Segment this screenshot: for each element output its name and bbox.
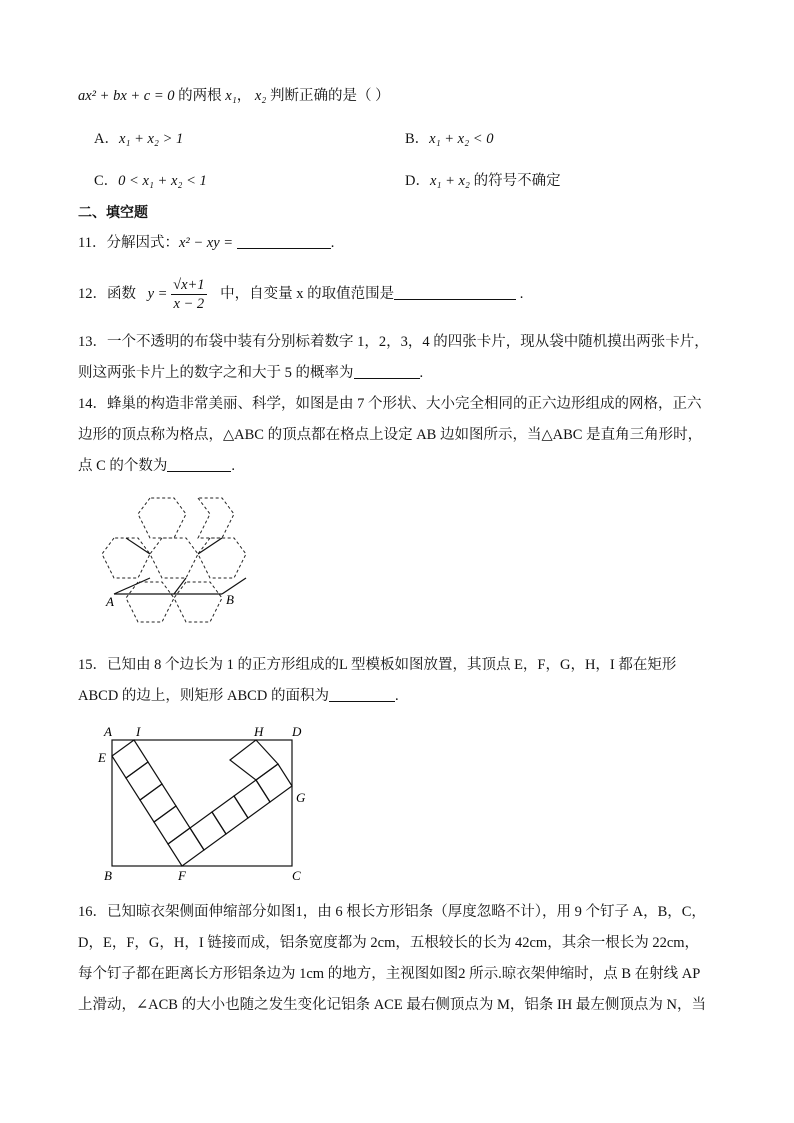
q12: [78, 272, 523, 316]
option-d-expr: x₁ + x₂: [429, 173, 470, 189]
label-c: C: [292, 868, 301, 883]
label-b: B: [226, 592, 234, 607]
q11-end: .: [330, 235, 335, 251]
label-b: B: [104, 868, 112, 883]
q10-option-b: [405, 129, 493, 149]
q12-fraction: [171, 276, 206, 313]
option-a-expr: x₁ + x₂ > 1: [118, 131, 184, 147]
q15-answer-blank[interactable]: [329, 687, 395, 702]
hexagon: [138, 498, 186, 538]
hexagon: [102, 538, 150, 578]
q12-answer-blank[interactable]: [394, 285, 516, 300]
q13-end: .: [419, 365, 424, 381]
label-a: A: [104, 724, 112, 739]
label-e: E: [98, 750, 106, 765]
l-shape: [112, 740, 292, 866]
q16-line3: 每个钉子都在距离长方形铝条边为 1cm 的地方，主视图如图2 所示.晾衣架伸缩时，点 B 在射线 AP: [78, 966, 701, 982]
honeycomb-figure: [96, 490, 256, 640]
q11-expr: x² − xy =: [178, 235, 234, 251]
q12-numerator: √x+1: [173, 277, 205, 294]
q11-prefix: 11．分解因式：: [78, 235, 179, 251]
q14-line3-text: 点 C 的个数为: [78, 458, 168, 474]
q10-option-d: [405, 171, 561, 191]
option-b-expr: x₁ + x₂ < 0: [429, 131, 494, 147]
q16-line2: D，E，F，G，H，I 链接而成，铝条宽度都为 2cm，五根较长的长为 42cm，其余一根长为 22cm，: [78, 935, 700, 951]
hexagon: [198, 538, 246, 578]
q12-lhs: y =: [147, 286, 168, 302]
q14-line1: 14．蜂巢的构造非常美丽、科学，如图是由 7 个形状、大小完全相同的正六边形组成的网格，正六: [78, 396, 702, 412]
q13-line2-text: 则这两张卡片上的数字之和大于 5 的概率为: [78, 365, 354, 381]
option-a-label: A．: [94, 131, 119, 147]
option-b-label: B．: [405, 131, 430, 147]
solid-edges: [114, 538, 246, 594]
q16-line4: 上滑动，∠ACB 的大小也随之发生变化记铝条 ACE 最右侧顶点为 M，铝条 IH 最左侧顶点为 N，当: [78, 997, 706, 1013]
l-template-figure: [96, 722, 316, 884]
q16-line1: 16．已知晾衣架侧面伸缩部分如图1，由 6 根长方形铝条（厚度忽略不计），用 9 个钉子 A，B，C，: [78, 904, 706, 920]
q14-end: .: [231, 458, 236, 474]
q14-line2: 边形的顶点称为格点，△ABC 的顶点都在格点上设定 AB 边如图所示，当△ABC 是直角三角形时，: [78, 427, 703, 443]
hexagon: [150, 538, 198, 578]
q12-suffix: 中，自变量 x 的取值范围是: [220, 286, 395, 302]
q15-line2: [78, 686, 399, 706]
q10-x2: x₂: [254, 88, 267, 104]
label-g: G: [296, 790, 306, 805]
label-i: I: [136, 724, 141, 739]
hexagon-grid: [102, 498, 246, 622]
hexagon: [198, 498, 234, 538]
q15-line1: 15．已知由 8 个边长为 1 的正方形组成的L 型模板如图放置，其顶点 E，F，G，H，I 都在矩形: [78, 657, 677, 673]
section-title: 二、填空题: [78, 205, 148, 221]
q13-line2: [78, 363, 423, 383]
q15-line2-text: ABCD 的边上，则矩形 ABCD 的面积为: [78, 688, 329, 704]
label-d: D: [292, 724, 302, 739]
q14-answer-blank[interactable]: [167, 457, 231, 472]
q10-stem-a: 的两根: [178, 88, 222, 104]
label-h: H: [254, 724, 264, 739]
q12-prefix: 12．函数: [78, 286, 136, 302]
hexagon: [126, 582, 174, 622]
label-a: A: [106, 594, 114, 609]
q10-x1: x₁: [225, 88, 237, 104]
q10-option-c: [94, 171, 207, 191]
option-c-label: C．: [94, 173, 119, 189]
q12-end: .: [519, 286, 524, 302]
option-c-expr: 0 < x₁ + x₂ < 1: [118, 173, 207, 189]
q13-answer-blank[interactable]: [354, 364, 420, 379]
q10-stem-b: 判断正确的是（ ）: [269, 88, 390, 104]
q12-denominator: x − 2: [173, 296, 205, 313]
q14-line3: [78, 456, 235, 476]
label-f: F: [178, 868, 186, 883]
q11: [78, 233, 334, 253]
option-d-tail: 的符号不确定: [469, 173, 561, 189]
q10-stem: ax² + bx + c = 0 的两根 x₁， x₂ 判断正确的是（ ）: [78, 88, 390, 104]
q15-end: .: [394, 688, 399, 704]
q13-line1: 13．一个不透明的布袋中装有分别标着数字 1，2，3，4 的四张卡片，现从袋中随机摸出两张卡片，: [78, 334, 709, 350]
q10-equation: ax² + bx + c = 0: [78, 88, 175, 104]
option-d-label: D．: [405, 173, 430, 189]
q10-option-a: [94, 129, 183, 149]
hexagon: [174, 582, 222, 622]
q11-answer-blank[interactable]: [237, 234, 331, 249]
